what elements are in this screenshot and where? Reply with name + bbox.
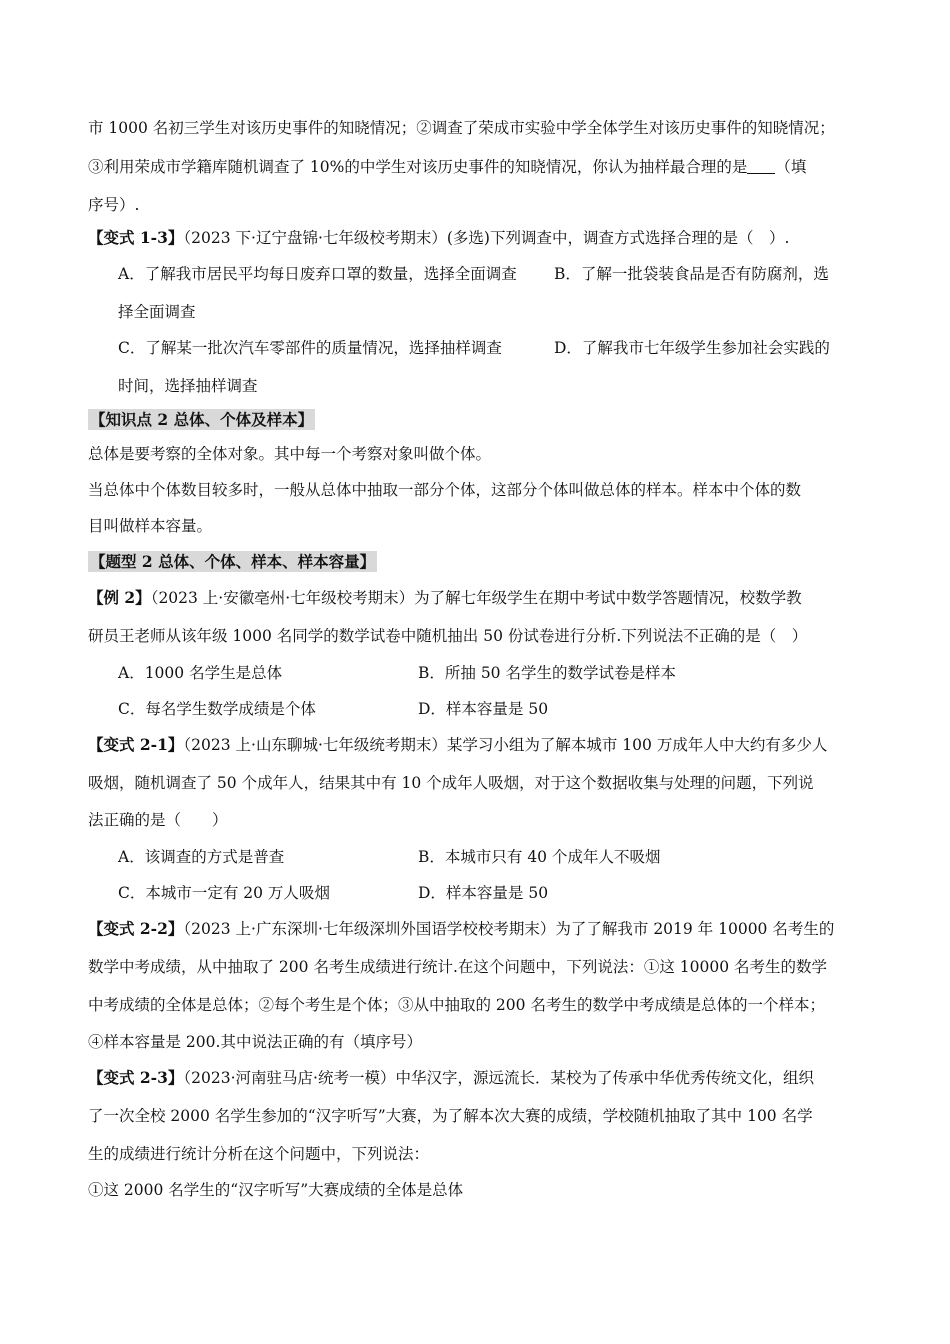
variant-1-3-option-b-cont: 择全面调查 [118,303,196,321]
example-2-option-a: A．1000 名学生是总体 [118,664,283,682]
variant-1-3-option-d: D．了解我市七年级学生参加社会实践的 [554,339,830,357]
variant-2-2-line-3: 中考成绩的全体是总体；②每个考生是个体；③从中抽取的 200 名考生的数学中考成绩是总体的一个样本； [88,996,825,1014]
answer-blank [747,159,775,174]
variant-2-2-line-4: ④样本容量是 200.其中说法正确的有（填序号） [88,1033,422,1051]
variant-2-3-tag: 【变式 2-3】 [88,1068,184,1087]
example-2-option-c: C．每名学生数学成绩是个体 [118,700,316,718]
variant-2-2-line-2: 数学中考成绩，从中抽取了 200 名考生成绩进行统计.在这个问题中，下列说法：①这 10000 名考生的数学 [88,958,828,976]
variant-1-3-option-c: C．了解某一批次汽车零部件的质量情况，选择抽样调查 [118,339,502,357]
variant-2-1-line-3: 法正确的是（ ） [88,811,228,829]
variant-2-3-text: （2023·河南驻马店·统考一模）中华汉字，源远流长．某校为了传承中华优秀传统文化，组织 [183,1069,814,1087]
example-2-line-1 [88,588,802,608]
question-type-2-title [88,552,377,572]
example-2-tag: 【例 2】 [88,588,151,607]
example-2-line-2: 研员王老师从该年级 1000 名同学的数学试卷中随机抽出 50 份试卷进行分析.下列说法不正确的是（ ） [88,627,808,645]
q1-line-2 [88,157,806,177]
variant-2-1-option-c: C．本城市一定有 20 万人吸烟 [118,884,330,902]
knowledge-point-2-title [88,410,315,430]
q1-line-1: 市 1000 名初三学生对该历史事件的知晓情况；②调查了荣成市实验中学全体学生对该历史事件的知晓情况； [88,119,835,137]
variant-1-3-tag: 【变式 1-3】 [88,228,184,247]
knowledge-point-2-para-1: 总体是要考察的全体对象。其中每一个考察对象叫做个体。 [88,445,492,463]
variant-2-3-line-2: 了一次全校 2000 名学生参加的“汉字听写”大赛，为了解本次大赛的成绩，学校随机抽取了其中 100 名学 [88,1107,813,1125]
q1-line-3: 序号）. [88,196,140,214]
knowledge-point-2-heading: 【知识点 2 总体、个体及样本】 [90,410,314,429]
variant-2-2-line-1 [88,919,834,939]
variant-2-3-line-3: 生的成绩进行统计分析在这个问题中，下列说法： [88,1145,430,1163]
example-2-option-b: B．所抽 50 名学生的数学试卷是样本 [418,664,676,682]
variant-2-3-line-4: ①这 2000 名学生的“汉字听写”大赛成绩的全体是总体 [88,1181,464,1199]
variant-2-1-option-a: A．该调查的方式是普查 [118,848,285,866]
variant-2-3-line-1 [88,1068,814,1088]
variant-2-1-line-2: 吸烟，随机调查了 50 个成年人，结果其中有 10 个成年人吸烟，对于这个数据收集与处理的问题，下列说 [88,774,814,792]
q1-line-2-tail: （填 [775,158,807,176]
variant-1-3-option-d-cont: 时间，选择抽样调查 [118,377,258,395]
knowledge-point-2-para-2a: 当总体中个体数目较多时，一般从总体中抽取一部分个体，这部分个体叫做总体的样本。样本中个体的数 [88,481,802,499]
example-2-text: （2023 上·安徽亳州·七年级校考期末）为了解七年级学生在期中考试中数学答题情况，校数学教 [150,589,802,607]
variant-1-3-stem [88,228,789,248]
variant-1-3-option-b: B．了解一批袋装食品是否有防腐剂，选 [554,265,829,283]
variant-2-1-option-d: D．样本容量是 50 [418,884,549,902]
question-type-2-heading: 【题型 2 总体、个体、样本、样本容量】 [90,552,376,571]
example-2-option-d: D．样本容量是 50 [418,700,549,718]
variant-2-2-text: （2023 上·广东深圳·七年级深圳外国语学校校考期末）为了了解我市 2019 年 10000 名考生的 [183,920,835,938]
variant-1-3-text: （2023 下·辽宁盘锦·七年级校考期末）(多选)下列调查中，调查方式选择合理的是（ ）. [183,229,790,247]
knowledge-point-2-para-2b: 目叫做样本容量。 [88,517,213,535]
variant-2-2-tag: 【变式 2-2】 [88,919,184,938]
q1-line-2-text: ③利用荣成市学籍库随机调查了 10%的中学生对该历史事件的知晓情况，你认为抽样最合理的是 [88,158,748,176]
variant-2-1-line-1 [88,735,827,755]
variant-2-1-option-b: B．本城市只有 40 个成年人不吸烟 [418,848,661,866]
variant-2-1-tag: 【变式 2-1】 [88,735,184,754]
variant-2-1-text: （2023 上·山东聊城·七年级统考期末）某学习小组为了解本城市 100 万成年人中大约有多少人 [183,736,828,754]
variant-1-3-option-a: A．了解我市居民平均每日废弃口罩的数量，选择全面调查 [118,265,517,283]
